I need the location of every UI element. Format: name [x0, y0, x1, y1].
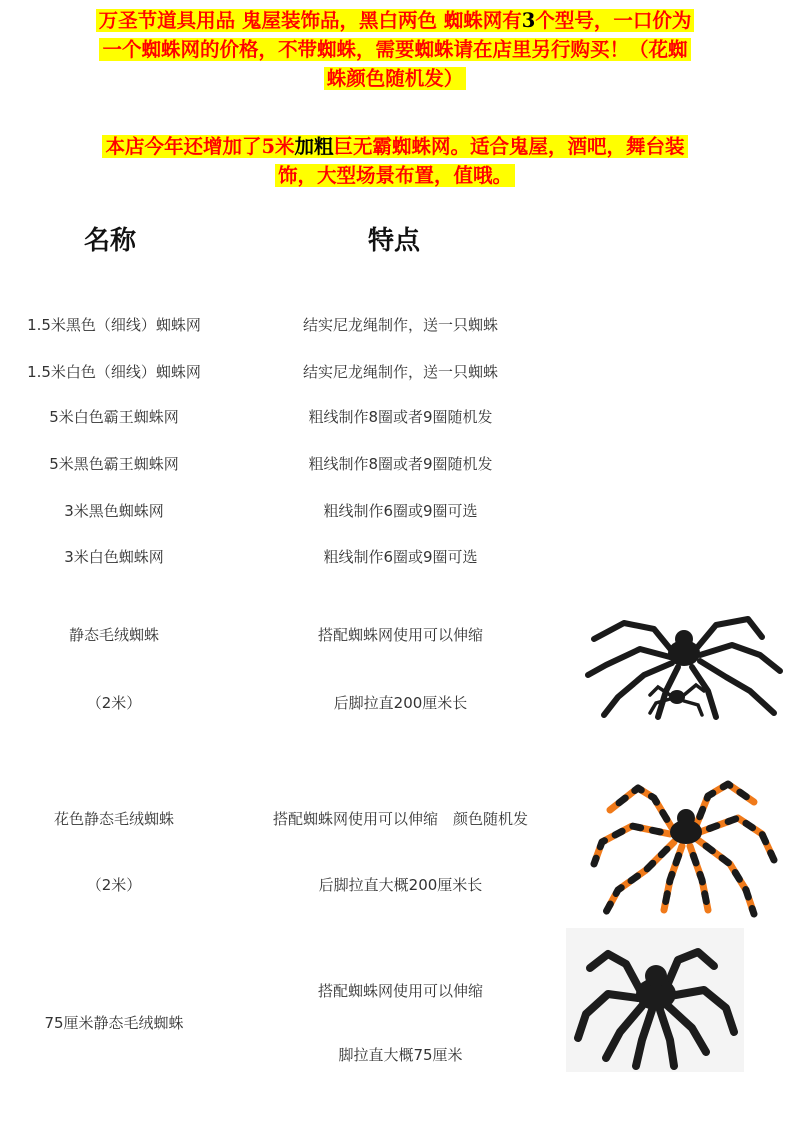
web-name: 1.5米黑色（细线）蜘蛛网	[27, 316, 201, 334]
promo-banner	[0, 132, 790, 190]
spider-feature: 搭配蜘蛛网使用可以伸缩 颜色随机发	[272, 810, 528, 828]
spider-size: （2米）	[86, 694, 142, 712]
spider-feature: 后脚拉直大概200厘米长	[318, 876, 483, 894]
web-name: 5米黑色霸王蜘蛛网	[49, 455, 179, 473]
spider-size: （2米）	[86, 876, 142, 894]
web-feature: 结实尼龙绳制作，送一只蜘蛛	[302, 316, 498, 334]
banner-emphasis: 加粗	[294, 135, 334, 158]
black-spider-photo	[584, 605, 784, 725]
spider-feature: 后脚拉直200厘米长	[333, 694, 468, 712]
banner-text: 巨无霸蜘蛛网。适合鬼屋，酒吧，舞台装	[333, 135, 685, 158]
banner-size: 5米	[261, 135, 295, 158]
black-spider-photo-small	[566, 928, 744, 1072]
banner-text: 一个蜘蛛网的价格，不带蜘蛛，需要蜘蛛请在店里另行购买！（花蜘	[99, 38, 690, 61]
banner-number: 3	[521, 9, 536, 32]
spider-feature: 脚拉直大概75厘米	[338, 1046, 463, 1064]
banner-text: 万圣节道具用品 鬼屋装饰品，黑白两色 蜘蛛网有	[98, 9, 522, 32]
web-name: 3米黑色蜘蛛网	[64, 502, 164, 520]
banner-text: 饰，大型场景布置，值哦。	[275, 164, 515, 187]
spider-name: 花色静态毛绒蜘蛛	[53, 810, 174, 828]
web-feature: 粗线制作8圈或者9圈随机发	[308, 408, 493, 426]
web-name: 1.5米白色（细线）蜘蛛网	[27, 363, 201, 381]
spider-feature: 搭配蜘蛛网使用可以伸缩	[317, 982, 483, 1000]
web-name: 3米白色蜘蛛网	[64, 548, 164, 566]
banner-text: 本店今年还增加了	[105, 135, 262, 158]
orange-black-spider-photo	[584, 772, 784, 922]
web-name: 5米白色霸王蜘蛛网	[49, 408, 179, 426]
intro-banner	[0, 6, 790, 93]
column-header-name: 名称	[84, 226, 137, 256]
banner-text: 蛛颜色随机发）	[324, 67, 467, 90]
web-feature: 粗线制作6圈或9圈可选	[323, 548, 478, 566]
web-feature: 粗线制作8圈或者9圈随机发	[308, 455, 493, 473]
spider-feature: 搭配蜘蛛网使用可以伸缩	[317, 626, 483, 644]
banner-text: 个型号，一口价为	[535, 9, 692, 32]
spider-name: 静态毛绒蜘蛛	[68, 626, 159, 644]
web-feature: 粗线制作6圈或9圈可选	[323, 502, 478, 520]
spider-name: 75厘米静态毛绒蜘蛛	[44, 1014, 184, 1032]
column-header-feature: 特点	[368, 226, 421, 256]
web-feature: 结实尼龙绳制作，送一只蜘蛛	[302, 363, 498, 381]
